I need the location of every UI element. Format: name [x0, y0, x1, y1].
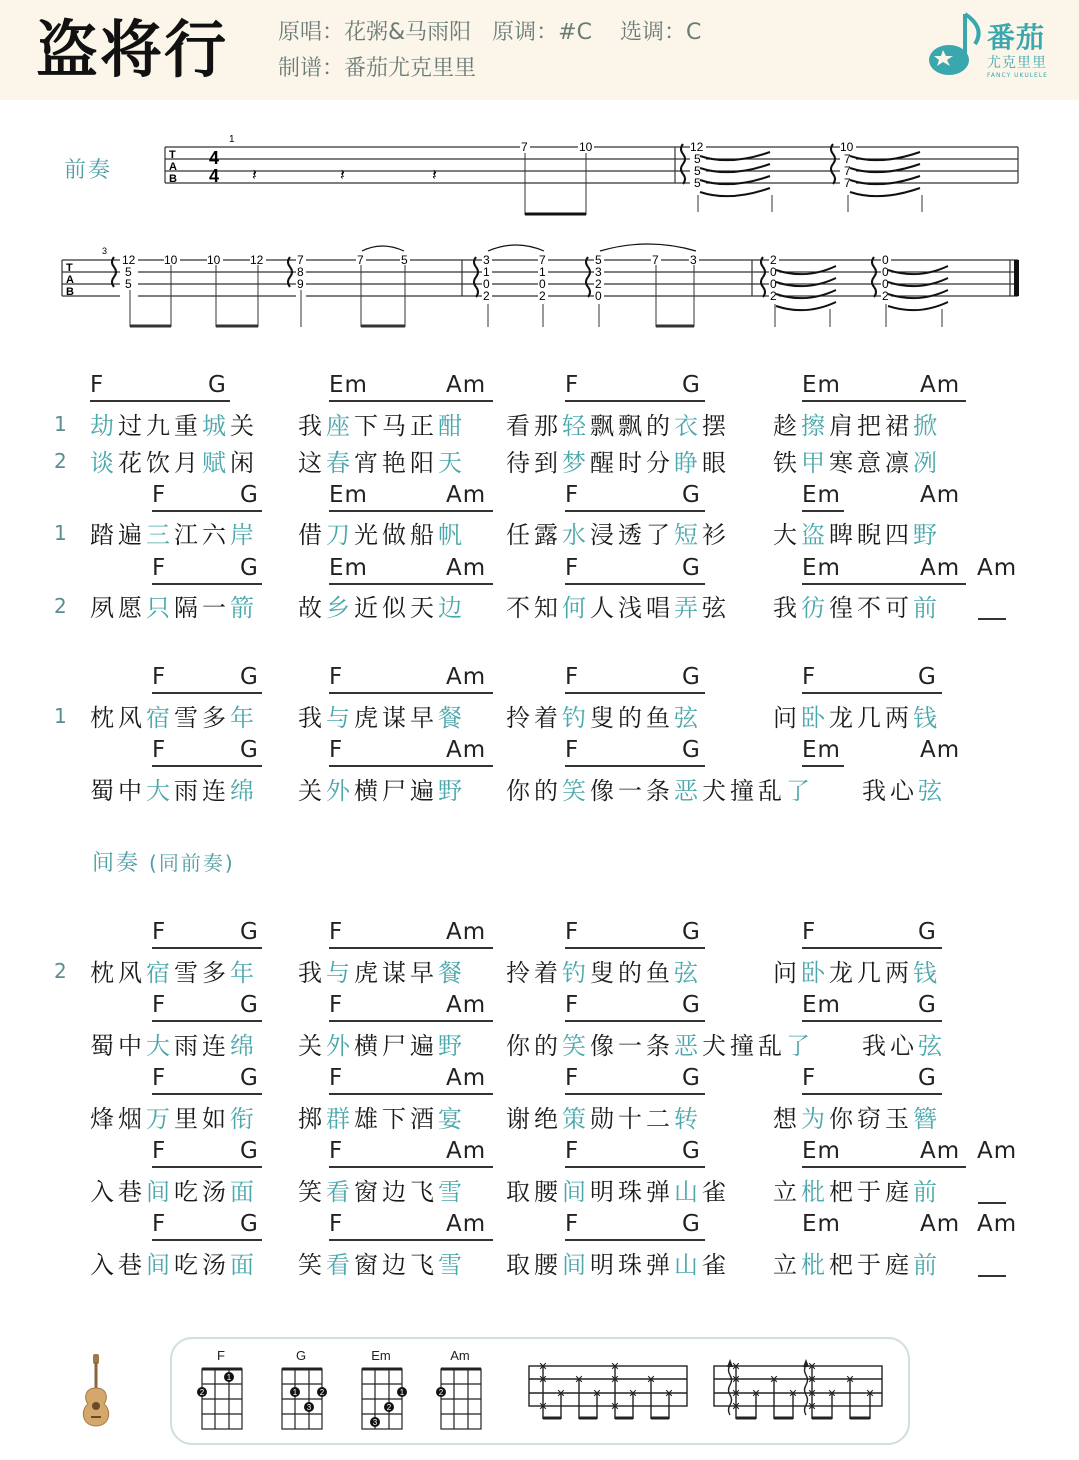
chord: Am	[446, 555, 487, 581]
chord-underline	[152, 583, 262, 585]
chord: Am	[446, 992, 487, 1018]
svg-text:7: 7	[297, 253, 304, 267]
chord-underline	[152, 1166, 262, 1168]
chord: Am	[446, 1211, 487, 1237]
logo-text-1: 番茄	[987, 21, 1046, 54]
chord: F	[329, 737, 344, 763]
chord: G	[682, 555, 701, 581]
svg-text:2: 2	[882, 289, 889, 303]
svg-text:✕: ✕	[827, 1388, 837, 1400]
chord: G	[682, 1211, 701, 1237]
svg-text:5: 5	[125, 277, 132, 291]
line-number: 1	[54, 704, 67, 728]
chord: G	[682, 919, 701, 945]
chord: F	[565, 1138, 580, 1164]
svg-text:2: 2	[438, 1388, 444, 1397]
svg-text:1: 1	[483, 265, 490, 279]
svg-text:✕: ✕	[574, 1374, 584, 1386]
lyric-phrase: 我座下马正酣	[298, 412, 466, 440]
svg-text:4: 4	[209, 166, 220, 186]
chord-diagram-f	[199, 1369, 242, 1429]
svg-text:✕: ✕	[538, 1401, 548, 1413]
lyric-phrase: 笑看窗边飞雪	[298, 1178, 466, 1206]
chord: Am	[977, 555, 1018, 581]
svg-text:2: 2	[319, 1388, 325, 1397]
svg-text:5: 5	[125, 265, 132, 279]
svg-text:✕: ✕	[807, 1374, 817, 1386]
chord: Am	[446, 737, 487, 763]
chord: G	[682, 992, 701, 1018]
svg-text:7: 7	[521, 140, 528, 154]
chord: F	[565, 372, 580, 398]
chord-underline	[802, 765, 844, 767]
chord: Em	[802, 992, 841, 1018]
line-number: 1	[54, 412, 67, 436]
chord-underline	[329, 1239, 493, 1241]
chord: F	[802, 664, 817, 690]
chord: Em	[802, 555, 841, 581]
song-title: 盗将行	[36, 13, 229, 86]
chord: Am	[920, 372, 961, 398]
chord-underline	[329, 692, 493, 694]
arranger-label: 制谱：	[278, 56, 345, 81]
chord-underline	[329, 583, 493, 585]
svg-text:✕: ✕	[769, 1374, 779, 1386]
svg-text:4: 4	[209, 148, 220, 168]
lyric-phrase: 劫过九重城关	[90, 412, 258, 440]
line-number: 2	[54, 594, 67, 618]
svg-text:✕: ✕	[845, 1374, 855, 1386]
lyric-phrase: 入巷间吃汤面	[90, 1251, 258, 1279]
svg-text:5: 5	[694, 164, 701, 178]
chord: F	[565, 664, 580, 690]
lyric-phrase: 我心弦	[862, 1032, 946, 1060]
lyric-phrase: 笑看窗边飞雪	[298, 1251, 466, 1279]
lyric-phrase: 问卧龙几两钱	[773, 704, 941, 732]
chord: F	[329, 919, 344, 945]
svg-text:10: 10	[579, 140, 593, 154]
chord: F	[152, 555, 167, 581]
chord: Am	[446, 664, 487, 690]
lyric-phrase: 取腰间明珠弹山雀	[506, 1178, 730, 1206]
svg-text:✕: ✕	[538, 1374, 548, 1386]
lyric-phrase: 我与虎谋早餐	[298, 704, 466, 732]
chord: Am	[977, 1138, 1018, 1164]
chord: Am	[446, 1138, 487, 1164]
svg-text:B: B	[169, 173, 177, 185]
chord: G	[682, 737, 701, 763]
lyric-phrase: 你的笑像一条恶犬撞乱了	[506, 777, 814, 805]
chord: Am	[920, 1138, 961, 1164]
svg-text:7: 7	[357, 253, 364, 267]
fingerpick-pattern	[529, 1366, 687, 1419]
chord: F	[329, 992, 344, 1018]
svg-text:✕: ✕	[664, 1388, 674, 1400]
svg-text:0: 0	[882, 265, 889, 279]
svg-text:0: 0	[595, 289, 602, 303]
svg-text:✕: ✕	[731, 1374, 741, 1386]
svg-text:0: 0	[882, 277, 889, 291]
chord-diagram-am	[438, 1369, 481, 1429]
lyric-phrase: 借刀光做船帆	[298, 521, 466, 549]
chord-underline	[329, 1166, 493, 1168]
chord-underline	[565, 1239, 705, 1241]
svg-text:A: A	[169, 161, 177, 173]
chord-underline	[152, 692, 262, 694]
svg-text:✕: ✕	[646, 1374, 656, 1386]
chord: F	[152, 737, 167, 763]
chord: G	[240, 1065, 259, 1091]
lyric-phrase: 拎着钓叟的鱼弦	[506, 959, 702, 987]
chord-underline	[329, 1020, 493, 1022]
lyric-phrase: 谢绝策勋十二转	[506, 1105, 702, 1133]
chord: G	[240, 992, 259, 1018]
svg-text:9: 9	[297, 277, 304, 291]
interlude-note: (同前奏)	[149, 851, 235, 875]
chord: F	[152, 1211, 167, 1237]
svg-text:✕: ✕	[807, 1361, 817, 1373]
lyric-phrase: 趁擦肩把裙掀	[773, 412, 941, 440]
chord: G	[918, 1065, 937, 1091]
chord-underline	[152, 1239, 262, 1241]
lyric-phrase: 烽烟万里如衔	[90, 1105, 258, 1133]
chord-diagram-label: G	[295, 1348, 307, 1363]
chord-underline	[565, 510, 705, 512]
chord: F	[565, 555, 580, 581]
chord: G	[918, 919, 937, 945]
music-note-tomato-icon	[925, 10, 985, 80]
hold-dash	[978, 618, 1006, 620]
chord: F	[802, 919, 817, 945]
chord: Am	[920, 737, 961, 763]
lyric-phrase: 待到梦醒时分睁眼	[506, 449, 730, 477]
chord: F	[152, 992, 167, 1018]
svg-text:✕: ✕	[807, 1388, 817, 1400]
chord: F	[152, 482, 167, 508]
svg-text:𝄽: 𝄽	[432, 167, 437, 184]
line-number: 2	[54, 959, 67, 983]
line-number: 1	[54, 521, 67, 545]
lyric-phrase: 关外横尸遍野	[298, 1032, 466, 1060]
chord-diagram-panel	[170, 1337, 910, 1445]
chord: G	[240, 737, 259, 763]
svg-text:10: 10	[207, 253, 221, 267]
chord-underline	[152, 510, 262, 512]
chord-underline	[152, 947, 262, 949]
svg-text:3: 3	[595, 265, 602, 279]
chord: Em	[329, 372, 368, 398]
chord: G	[240, 555, 259, 581]
lyric-phrase: 枕风宿雪多年	[90, 704, 258, 732]
lyric-phrase: 我与虎谋早餐	[298, 959, 466, 987]
svg-text:5: 5	[401, 253, 408, 267]
lyric-phrase: 取腰间明珠弹山雀	[506, 1251, 730, 1279]
chord: F	[565, 737, 580, 763]
chord: Am	[446, 372, 487, 398]
svg-text:1: 1	[229, 134, 235, 145]
svg-text:5: 5	[595, 253, 602, 267]
svg-text:✕: ✕	[751, 1388, 761, 1400]
chord: Em	[802, 482, 841, 508]
svg-text:0: 0	[770, 265, 777, 279]
chord-underline	[152, 1020, 262, 1022]
chord: G	[682, 1065, 701, 1091]
chord-underline	[802, 510, 844, 512]
chord: F	[565, 1065, 580, 1091]
svg-text:7: 7	[844, 164, 851, 178]
chord: Em	[802, 372, 841, 398]
chord: Em	[802, 737, 841, 763]
chord: Am	[446, 919, 487, 945]
chord: F	[329, 1211, 344, 1237]
chord-underline	[565, 583, 705, 585]
lyric-phrase: 想为你窃玉簪	[773, 1105, 941, 1133]
ukulele-icon	[76, 1352, 116, 1432]
lyric-phrase: 大盗睥睨四野	[773, 521, 941, 549]
brand-logo	[925, 10, 1055, 85]
svg-text:✕: ✕	[610, 1361, 620, 1373]
hold-dash	[978, 1202, 1006, 1204]
chord: G	[682, 372, 701, 398]
lyric-phrase: 蜀中大雨连绵	[90, 1032, 258, 1060]
original-singer-label: 原唱：	[278, 20, 345, 45]
svg-text:2: 2	[770, 289, 777, 303]
intro-label: 前奏	[64, 158, 113, 183]
svg-text:8: 8	[297, 265, 304, 279]
svg-text:10: 10	[164, 253, 178, 267]
svg-text:✕: ✕	[807, 1401, 817, 1413]
svg-text:𝄽: 𝄽	[252, 167, 257, 184]
svg-text:✕: ✕	[538, 1361, 548, 1373]
lyric-phrase: 夙愿只隔一箭	[90, 594, 258, 622]
lyric-phrase: 任露水浸透了短衫	[506, 521, 730, 549]
chord: F	[802, 1065, 817, 1091]
lyric-phrase: 我彷徨不可前	[773, 594, 941, 622]
hold-dash	[978, 1275, 1006, 1277]
chord-underline	[565, 1093, 705, 1095]
svg-text:A: A	[66, 274, 74, 286]
chord-underline	[565, 400, 705, 402]
chord: G	[918, 664, 937, 690]
svg-text:2: 2	[483, 289, 490, 303]
svg-text:✕: ✕	[592, 1388, 602, 1400]
svg-text:B: B	[66, 286, 74, 298]
chord: G	[682, 1138, 701, 1164]
chord: G	[240, 1211, 259, 1237]
chord-underline	[90, 400, 230, 402]
svg-text:3: 3	[372, 1418, 378, 1427]
svg-text:0: 0	[770, 277, 777, 291]
chord-underline	[802, 400, 966, 402]
chord: F	[565, 992, 580, 1018]
svg-text:2: 2	[386, 1403, 392, 1412]
chord: F	[152, 919, 167, 945]
chord-diagram-em	[362, 1369, 402, 1429]
chord-diagram-label: Am	[450, 1348, 470, 1363]
svg-text:12: 12	[690, 140, 704, 154]
chord: G	[240, 919, 259, 945]
chord-underline	[565, 1166, 705, 1168]
lyric-phrase: 问卧龙几两钱	[773, 959, 941, 987]
chord: Em	[329, 482, 368, 508]
svg-text:1: 1	[292, 1388, 298, 1397]
lyric-phrase: 谈花饮月赋闲	[90, 449, 258, 477]
chord-underline	[329, 1093, 493, 1095]
svg-text:2: 2	[199, 1388, 205, 1397]
original-key: #C	[558, 20, 592, 45]
chord-underline	[802, 1020, 942, 1022]
lyric-phrase: 这春宵艳阳天	[298, 449, 466, 477]
interlude-label: 间奏 (同前奏)	[92, 851, 235, 876]
chord-underline	[565, 947, 705, 949]
chord: G	[240, 1138, 259, 1164]
lyric-phrase: 拎着钓叟的鱼弦	[506, 704, 702, 732]
chord: Am	[920, 1211, 961, 1237]
svg-text:✕: ✕	[731, 1401, 741, 1413]
lyric-phrase: 你的笑像一条恶犬撞乱了	[506, 1032, 814, 1060]
svg-text:3: 3	[690, 253, 697, 267]
svg-text:12: 12	[122, 253, 136, 267]
svg-text:7: 7	[844, 152, 851, 166]
chord: F	[152, 664, 167, 690]
chord: Em	[329, 555, 368, 581]
chord: F	[565, 1211, 580, 1237]
lyric-phrase: 我心弦	[862, 777, 946, 805]
chord: Am	[977, 1211, 1018, 1237]
chord-underline	[565, 692, 705, 694]
svg-text:5: 5	[694, 152, 701, 166]
chord-underline	[802, 1166, 966, 1168]
svg-text:✕: ✕	[788, 1388, 798, 1400]
lyric-phrase: 不知何人浅唱弄弦	[506, 594, 730, 622]
chord: G	[240, 482, 259, 508]
chord-underline	[152, 1093, 262, 1095]
lyric-phrase: 铁甲寒意凛冽	[773, 449, 941, 477]
chord: Am	[920, 482, 961, 508]
selected-key: C	[685, 20, 702, 45]
svg-text:✕: ✕	[731, 1361, 741, 1373]
original-singer: 花粥&马雨阳	[344, 20, 472, 45]
chord-underline	[329, 400, 493, 402]
lyric-phrase: 立枇杷于庭前	[773, 1178, 941, 1206]
lyric-phrase: 蜀中大雨连绵	[90, 777, 258, 805]
meta-line-1	[278, 18, 701, 48]
svg-text:2: 2	[595, 277, 602, 291]
svg-text:1: 1	[226, 1373, 232, 1382]
svg-text:7: 7	[539, 253, 546, 267]
svg-text:T: T	[169, 149, 176, 161]
chord: Em	[802, 1138, 841, 1164]
header	[0, 0, 1079, 100]
chord: G	[682, 664, 701, 690]
meta-line-2	[278, 54, 476, 84]
chord: Am	[446, 482, 487, 508]
chord-underline	[802, 1093, 942, 1095]
chord-underline	[152, 765, 262, 767]
svg-text:1: 1	[399, 1388, 405, 1397]
chord: F	[90, 372, 105, 398]
arranger: 番茄尤克里里	[344, 56, 477, 81]
chord-diagram-label: Em	[371, 1348, 391, 1363]
svg-text:12: 12	[250, 253, 264, 267]
svg-text:0: 0	[882, 253, 889, 267]
chord: Am	[446, 1065, 487, 1091]
original-key-label: 原调：	[492, 20, 559, 45]
svg-text:✕: ✕	[865, 1388, 875, 1400]
svg-text:0: 0	[483, 277, 490, 291]
chord-underline	[565, 765, 705, 767]
logo-text-2: 尤克里里	[987, 55, 1047, 71]
svg-text:✕: ✕	[610, 1374, 620, 1386]
lyric-phrase: 故乡近似天边	[298, 594, 466, 622]
svg-text:2: 2	[539, 289, 546, 303]
logo-text-3: FANCY UKULELE	[987, 72, 1048, 79]
chord-underline	[802, 947, 942, 949]
chord: G	[918, 992, 937, 1018]
svg-text:10: 10	[840, 140, 854, 154]
svg-text:✕: ✕	[610, 1401, 620, 1413]
svg-text:7: 7	[652, 253, 659, 267]
lyric-phrase: 踏遍三江六岸	[90, 521, 258, 549]
lyric-phrase: 看那轻飘飘的衣摆	[506, 412, 730, 440]
svg-text:3: 3	[483, 253, 490, 267]
chord: G	[208, 372, 227, 398]
chord: G	[682, 482, 701, 508]
chord: F	[152, 1138, 167, 1164]
lyric-phrase: 关外横尸遍野	[298, 777, 466, 805]
chord-underline	[329, 765, 493, 767]
chord-diagram-g	[282, 1369, 322, 1429]
chord-underline	[329, 510, 493, 512]
svg-text:𝄽: 𝄽	[340, 167, 345, 184]
chord: Am	[920, 555, 961, 581]
chord: F	[329, 1065, 344, 1091]
chord-diagram-label: F	[217, 1348, 225, 1363]
chord: F	[329, 664, 344, 690]
chord-underline	[565, 1020, 705, 1022]
svg-text:✕: ✕	[556, 1388, 566, 1400]
chord-underline	[329, 947, 493, 949]
svg-text:1: 1	[539, 265, 546, 279]
lyric-phrase: 掷群雄下酒宴	[298, 1105, 466, 1133]
chord: G	[240, 664, 259, 690]
chord: F	[565, 919, 580, 945]
selected-key-label: 选调：	[619, 20, 686, 45]
intro-tab-staff-1	[0, 120, 1079, 350]
chord: Em	[802, 1211, 841, 1237]
svg-text:5: 5	[694, 176, 701, 190]
chord: F	[152, 1065, 167, 1091]
svg-text:✕: ✕	[731, 1388, 741, 1400]
lyric-phrase: 入巷间吃汤面	[90, 1178, 258, 1206]
svg-text:7: 7	[844, 176, 851, 190]
svg-text:0: 0	[539, 277, 546, 291]
chord-underline	[802, 692, 942, 694]
line-number: 2	[54, 449, 67, 473]
svg-text:3: 3	[306, 1403, 312, 1412]
chord: F	[329, 1138, 344, 1164]
lyric-phrase: 立枇杷于庭前	[773, 1251, 941, 1279]
svg-text:✕: ✕	[628, 1388, 638, 1400]
svg-text:2: 2	[770, 253, 777, 267]
chord-underline	[802, 583, 966, 585]
svg-text:T: T	[66, 262, 73, 274]
chord: F	[565, 482, 580, 508]
lyric-phrase: 枕风宿雪多年	[90, 959, 258, 987]
svg-text:3: 3	[102, 246, 108, 256]
